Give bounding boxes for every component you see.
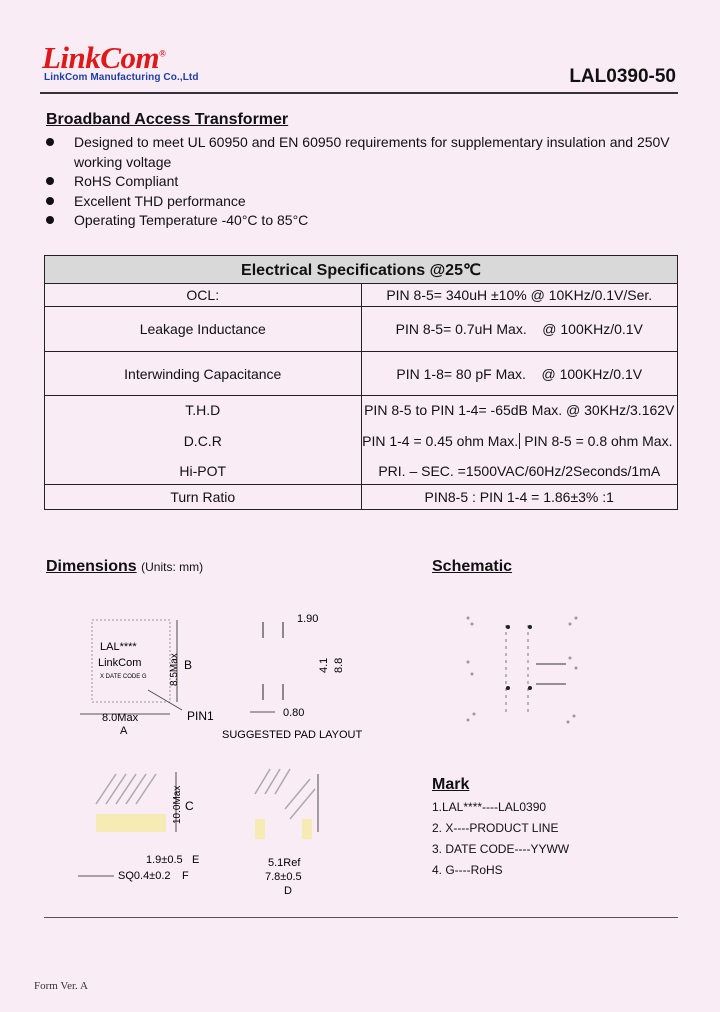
- front-dim-span: 7.8±0.5: [265, 871, 302, 883]
- bullet-icon: [46, 197, 54, 205]
- spec-value-dcr-right: PIN 8-5 = 0.8 ohm Max.: [524, 433, 673, 449]
- logo-text: LinkCom: [42, 40, 160, 75]
- front-dim-ref: 5.1Ref: [268, 857, 301, 869]
- dim-width-text: 8.0Max: [102, 712, 139, 724]
- product-title: Broadband Access Transformer: [46, 111, 289, 128]
- schematic-title: Schematic: [432, 558, 513, 575]
- spec-label-dcr: D.C.R: [45, 424, 362, 459]
- spec-label-ocl: OCL:: [45, 284, 362, 307]
- dim-width-letter: A: [120, 725, 128, 737]
- feature-text: Designed to meet UL 60950 and EN 60950 requirements for supplementary insulation and 250V working voltage: [74, 134, 670, 170]
- feature-item: [46, 192, 676, 212]
- feature-item: [46, 211, 676, 231]
- pad-layout-caption: SUGGESTED PAD LAYOUT: [222, 729, 363, 741]
- mark-item: 2. X----PRODUCT LINE: [432, 821, 559, 835]
- spec-label-hipot: Hi-POT: [45, 459, 362, 485]
- spec-label-interwinding: Interwinding Capacitance: [45, 352, 362, 396]
- schematic-drawing: [458, 610, 588, 730]
- pad-dim-080: 0.80: [283, 707, 305, 719]
- spec-value-turn-ratio: PIN8-5 : PIN 1-4 = 1.86±3% :1: [361, 485, 678, 510]
- side-dim-sq-letter: F: [182, 870, 189, 882]
- electrical-spec-table: [44, 255, 678, 510]
- bullet-icon: [46, 138, 54, 146]
- mark-list: [432, 797, 569, 881]
- marking-line2: LinkCom: [98, 657, 142, 669]
- top-view-drawing: [70, 608, 230, 743]
- spec-value-thd: PIN 8-5 to PIN 1-4= -65dB Max. @ 30KHz/3.162V: [361, 396, 678, 424]
- spec-value-interwinding: PIN 1-8= 80 pF Max. @ 100KHz/0.1V: [361, 352, 678, 396]
- component-body: [96, 814, 166, 832]
- feature-text: Operating Temperature -40°C to 85°C: [74, 212, 309, 228]
- feature-text: RoHS Compliant: [74, 173, 179, 189]
- side-dim-sq: SQ0.4±0.2: [118, 870, 171, 882]
- spec-value-leakage: PIN 8-5= 0.7uH Max. @ 100KHz/0.1V: [361, 307, 678, 352]
- spec-label-thd: T.H.D: [45, 396, 362, 424]
- dim-height-text: 8.5Max: [169, 653, 180, 686]
- spec-table-title: Electrical Specifications @25℃: [45, 256, 678, 284]
- mark-item: 1.LAL****----LAL0390: [432, 800, 547, 814]
- side-dim-pitch-letter: E: [192, 854, 200, 866]
- mark-item: 3. DATE CODE----YYWW: [432, 842, 570, 856]
- front-view-drawing: [240, 764, 340, 894]
- pad-dim-41: 4.1: [318, 657, 330, 673]
- side-view-drawing: [76, 764, 236, 884]
- spec-value-hipot: PRI. – SEC. =1500VAC/60Hz/2Seconds/1mA: [361, 459, 678, 485]
- side-dim-height: 10.0Max: [172, 785, 183, 824]
- bullet-icon: [46, 216, 54, 224]
- form-version: Form Ver. A: [34, 980, 88, 992]
- dim-height-letter: B: [184, 658, 193, 672]
- pad-layout-drawing: [215, 608, 385, 746]
- bullet-icon: [46, 177, 54, 185]
- spec-label-leakage: Leakage Inductance: [45, 307, 362, 352]
- spec-value-dcr: [361, 424, 678, 459]
- side-dim-pitch: 1.9±0.5: [146, 854, 183, 866]
- footer-divider: [44, 917, 678, 918]
- pad-dim-88: 8.8: [333, 657, 345, 673]
- company-logo: [42, 40, 165, 76]
- polarity-dot: [528, 686, 532, 690]
- dimensions-heading: [46, 558, 203, 576]
- pin-right: [302, 819, 312, 839]
- polarity-dot: [528, 625, 532, 629]
- side-dim-height-letter: C: [185, 799, 194, 813]
- pad-dim-190: 1.90: [297, 613, 319, 625]
- polarity-dot: [506, 625, 510, 629]
- company-name: LinkCom Manufacturing Co.,Ltd: [44, 72, 199, 83]
- pin-left: [255, 819, 265, 839]
- spec-value-dcr-left: PIN 1-4 = 0.45 ohm Max.: [362, 433, 519, 449]
- dimensions-units: (Units: mm): [141, 560, 204, 574]
- mark-title: Mark: [432, 776, 470, 793]
- part-number: LAL0390-50: [569, 66, 676, 87]
- spec-label-turn-ratio: Turn Ratio: [45, 485, 362, 510]
- marking-line3: X DATE CODE G: [100, 674, 147, 680]
- feature-item: [46, 172, 676, 192]
- front-dim-span-letter: D: [284, 885, 292, 894]
- logo-registered-mark: ®: [159, 48, 166, 59]
- polarity-dot: [506, 686, 510, 690]
- mark-item: 4. G----RoHS: [432, 863, 503, 877]
- header-divider: [40, 92, 678, 94]
- feature-text: Excellent THD performance: [74, 192, 246, 209]
- marking-line1: LAL****: [100, 641, 137, 653]
- feature-item: [46, 133, 676, 172]
- spec-value-ocl: PIN 8-5= 340uH ±10% @ 10KHz/0.1V/Ser.: [361, 284, 678, 307]
- feature-list: [46, 133, 676, 231]
- dimensions-title: Dimensions: [46, 558, 137, 575]
- pin1-label: PIN1: [187, 709, 214, 723]
